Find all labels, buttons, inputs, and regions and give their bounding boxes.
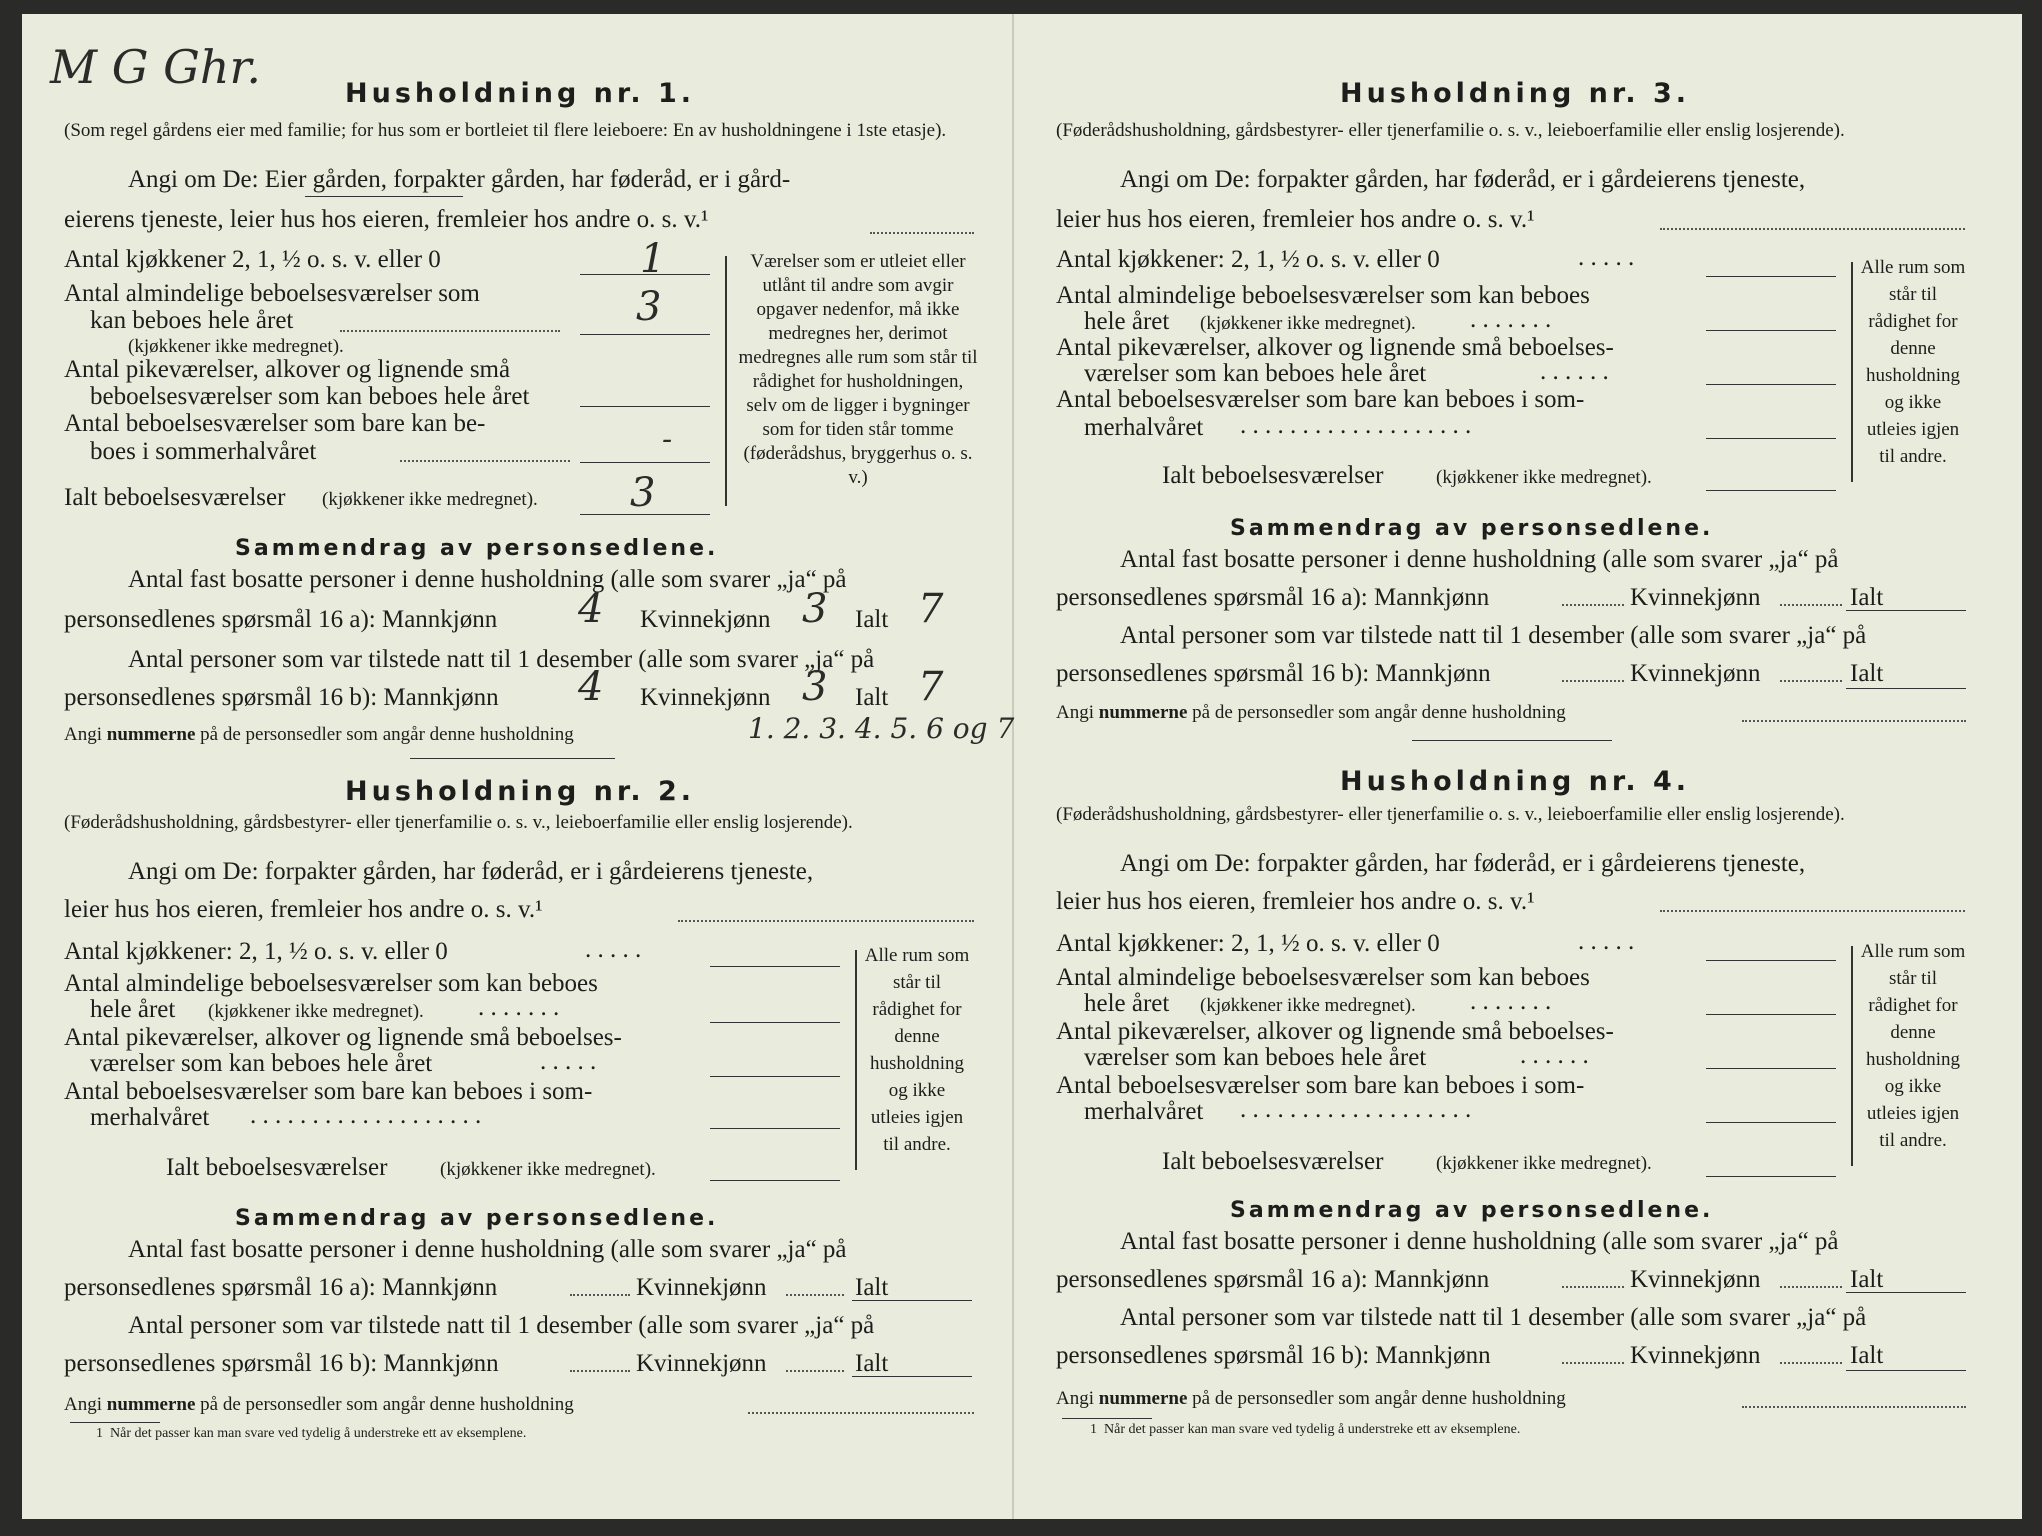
household-2-present-total-label: Ialt <box>855 1350 889 1377</box>
household-3-title: Husholdning nr. 3. <box>1340 78 1691 109</box>
household-3-present-total-label: Ialt <box>1850 660 1884 687</box>
household-1-resident-male: 4 <box>578 586 604 632</box>
household-2-present-line1: Antal personer som var tilstede natt til 1 desember (alle som svarer „ja“ på <box>128 1312 875 1339</box>
household-2-angi-line1: Angi om De: forpakter gården, har føderåd, er i gårdeierens tjeneste, <box>128 858 814 885</box>
household-1-present-male: 4 <box>578 664 604 710</box>
household-4-summer-label1: Antal beboelsesværelser som bare kan beboes i som- <box>1056 1072 1585 1099</box>
household-3-rooms-note: (kjøkkener ikke medregnet). <box>1200 313 1416 334</box>
household-4-angi-line1: Angi om De: forpakter gården, har føderåd, er i gårdeierens tjeneste, <box>1120 850 1806 877</box>
household-2-resident-total-label: Ialt <box>855 1274 889 1301</box>
household-1-kitchens-label: Antal kjøkkener 2, 1, ½ o. s. v. eller 0 <box>64 246 441 273</box>
household-2-summer-label1: Antal beboelsesværelser som bare kan beboes i som- <box>64 1078 593 1105</box>
household-4-title: Husholdning nr. 4. <box>1340 766 1691 797</box>
household-4-resident-line1: Antal fast bosatte personer i denne husholdning (alle som svarer „ja“ på <box>1120 1228 1839 1255</box>
household-2-rooms-label1: Antal almindelige beboelsesværelser som kan beboes <box>64 970 598 997</box>
household-1-summer-label1: Antal beboelsesværelser som bare kan be- <box>64 410 486 437</box>
household-1-angi-line1: Angi om De: Eier gården, forpakter gården, har føderåd, er i gård- <box>128 166 791 193</box>
household-1-kitchens-value: 1 <box>640 236 666 282</box>
household-4-numbers-label: Angi nummerne på de personsedler som angår denne husholdning <box>1056 1388 1566 1409</box>
household-3-present-female-label: Kvinnekjønn <box>1630 660 1761 687</box>
household-2-present-female-label: Kvinnekjønn <box>636 1350 767 1377</box>
household-1-present-female-label: Kvinnekjønn <box>640 684 771 711</box>
household-4-total-rooms-note: (kjøkkener ikke medregnet). <box>1436 1153 1652 1174</box>
household-3-resident-line2: personsedlenes spørsmål 16 a): Mannkjønn <box>1056 584 1490 611</box>
household-3-resident-line1: Antal fast bosatte personer i denne husholdning (alle som svarer „ja“ på <box>1120 546 1839 573</box>
household-1-small-rooms-label1: Antal pikeværelser, alkover og lignende små <box>64 356 511 383</box>
household-2-summary-title: Sammendrag av personsedlene. <box>235 1206 719 1231</box>
household-2-small-rooms-label2: værelser som kan beboes hele året <box>90 1050 433 1077</box>
household-1-resident-female: 3 <box>802 586 828 632</box>
household-4-small-rooms-label1: Antal pikeværelser, alkover og lignende små beboelses- <box>1056 1018 1614 1045</box>
household-1-rooms-label1: Antal almindelige beboelsesværelser som <box>64 280 480 307</box>
household-4-side-note: Alle rum som står til rådighet for denne husholdning og ikke utleies igjen til andre. <box>1860 941 1966 1151</box>
household-3-rooms-label2: hele året <box>1084 308 1170 335</box>
household-2-resident-female-label: Kvinnekjønn <box>636 1274 767 1301</box>
household-4-present-total-label: Ialt <box>1850 1342 1884 1369</box>
household-1-resident-line2: personsedlenes spørsmål 16 a): Mannkjønn <box>64 606 498 633</box>
household-4-summer-label2: merhalvåret <box>1084 1098 1204 1125</box>
household-1-total-rooms-value: 3 <box>630 470 656 516</box>
footnote-left: 1 Når det passer kan man svare ved tydelig å understreke ett av eksemplene. <box>96 1426 527 1441</box>
archive-stamp: M G Ghr. <box>50 40 262 94</box>
household-4-resident-line2: personsedlenes spørsmål 16 a): Mannkjønn <box>1056 1266 1490 1293</box>
household-4-resident-female-label: Kvinnekjønn <box>1630 1266 1761 1293</box>
household-3-kitchens-label: Antal kjøkkener: 2, 1, ½ o. s. v. eller 0 <box>1056 246 1440 273</box>
household-2-numbers-label: Angi nummerne på de personsedler som angår denne husholdning <box>64 1394 574 1415</box>
household-3-present-line2: personsedlenes spørsmål 16 b): Mannkjønn <box>1056 660 1491 687</box>
household-3-present-line1: Antal personer som var tilstede natt til 1 desember (alle som svarer „ja“ på <box>1120 622 1867 649</box>
household-1-rooms-value: 3 <box>636 284 662 330</box>
household-2-rooms-note: (kjøkkener ikke medregnet). <box>208 1001 424 1022</box>
household-3-total-rooms-label: Ialt beboelsesværelser <box>1162 462 1384 489</box>
household-4-present-line1: Antal personer som var tilstede natt til 1 desember (alle som svarer „ja“ på <box>1120 1304 1867 1331</box>
household-2-note: (Føderådshusholdning, gårdsbestyrer- eller tjenerfamilie o. s. v., leieboerfamilie eller enslig losjerende). <box>64 812 853 833</box>
household-1-summer-value: - <box>662 422 673 457</box>
household-1-numbers-value: 1. 2. 3. 4. 5. 6 og 7 <box>748 712 1015 745</box>
household-1-total-rooms-note: (kjøkkener ikke medregnet). <box>322 489 538 510</box>
household-4-kitchens-label: Antal kjøkkener: 2, 1, ½ o. s. v. eller 0 <box>1056 930 1440 957</box>
household-3-small-rooms-label2: værelser som kan beboes hele året <box>1084 360 1427 387</box>
household-1-summary-title: Sammendrag av personsedlene. <box>235 536 719 561</box>
household-1-resident-line1: Antal fast bosatte personer i denne husholdning (alle som svarer „ja“ på <box>128 566 847 593</box>
household-1-total-rooms-label: Ialt beboelsesværelser <box>64 484 286 511</box>
household-4-total-rooms-label: Ialt beboelsesværelser <box>1162 1148 1384 1175</box>
household-1-present-total-label: Ialt <box>855 684 889 711</box>
household-1-resident-total: 7 <box>918 586 944 632</box>
household-4-note: (Føderådshusholdning, gårdsbestyrer- eller tjenerfamilie o. s. v., leieboerfamilie eller enslig losjerende). <box>1056 804 1845 825</box>
household-1-note: (Som regel gårdens eier med familie; for hus som er bortleiet til flere leieboere: En av husholdningene i 1ste etasje). <box>64 120 947 141</box>
household-3-resident-female-label: Kvinnekjønn <box>1630 584 1761 611</box>
household-1-side-note: Værelser som er utleiet eller utlånt til andre som avgir opgaver nedenfor, må ikke medregnes her, derimot medregnes alle rum som står til rådighet for husholdningen, selv om de ligger i bygninger som for tiden står tomme (føderådshus, bryggerhus o. s. v.) <box>738 251 978 488</box>
page-fold <box>1012 14 1014 1519</box>
household-2-small-rooms-label1: Antal pikeværelser, alkover og lignende små beboelses- <box>64 1024 622 1051</box>
household-3-rooms-label1: Antal almindelige beboelsesværelser som kan beboes <box>1056 282 1590 309</box>
household-1-small-rooms-label2: beboelsesværelser som kan beboes hele året <box>90 383 530 410</box>
household-2-summer-label2: merhalvåret <box>90 1104 210 1131</box>
household-2-total-rooms-note: (kjøkkener ikke medregnet). <box>440 1159 656 1180</box>
household-3-resident-total-label: Ialt <box>1850 584 1884 611</box>
household-1-title: Husholdning nr. 1. <box>345 78 696 109</box>
household-2-resident-line2: personsedlenes spørsmål 16 a): Mannkjønn <box>64 1274 498 1301</box>
household-4-rooms-label2: hele året <box>1084 990 1170 1017</box>
household-2-resident-line1: Antal fast bosatte personer i denne husholdning (alle som svarer „ja“ på <box>128 1236 847 1263</box>
household-4-present-line2: personsedlenes spørsmål 16 b): Mannkjønn <box>1056 1342 1491 1369</box>
household-2-angi-line2: leier hus hos eieren, fremleier hos andre o. s. v.¹ <box>64 896 543 923</box>
household-2-rooms-label2: hele året <box>90 996 176 1023</box>
household-4-angi-line2: leier hus hos eieren, fremleier hos andre o. s. v.¹ <box>1056 888 1535 915</box>
household-3-summary-title: Sammendrag av personsedlene. <box>1230 516 1714 541</box>
household-1-resident-total-label: Ialt <box>855 606 889 633</box>
household-1-present-line2: personsedlenes spørsmål 16 b): Mannkjønn <box>64 684 499 711</box>
household-1-angi-line2: eierens tjeneste, leier hus hos eieren, fremleier hos andre o. s. v.¹ <box>64 206 709 233</box>
household-3-summer-label2: merhalvåret <box>1084 414 1204 441</box>
household-3-side-note: Alle rum som står til rådighet for denne husholdning og ikke utleies igjen til andre. <box>1860 257 1966 467</box>
household-4-rooms-note: (kjøkkener ikke medregnet). <box>1200 995 1416 1016</box>
household-4-rooms-label1: Antal almindelige beboelsesværelser som kan beboes <box>1056 964 1590 991</box>
household-3-total-rooms-note: (kjøkkener ikke medregnet). <box>1436 467 1652 488</box>
household-4-present-female-label: Kvinnekjønn <box>1630 1342 1761 1369</box>
household-1-present-female: 3 <box>802 664 828 710</box>
household-3-small-rooms-label1: Antal pikeværelser, alkover og lignende små beboelses- <box>1056 334 1614 361</box>
household-3-note: (Føderådshusholdning, gårdsbestyrer- eller tjenerfamilie o. s. v., leieboerfamilie eller enslig losjerende). <box>1056 120 1845 141</box>
household-1-resident-female-label: Kvinnekjønn <box>640 606 771 633</box>
household-3-summer-label1: Antal beboelsesværelser som bare kan beboes i som- <box>1056 386 1585 413</box>
household-2-kitchens-label: Antal kjøkkener: 2, 1, ½ o. s. v. eller 0 <box>64 938 448 965</box>
household-1-summer-label2: boes i sommerhalvåret <box>90 438 317 465</box>
household-3-numbers-label: Angi nummerne på de personsedler som angår denne husholdning <box>1056 702 1566 723</box>
household-2-title: Husholdning nr. 2. <box>345 776 696 807</box>
household-2-side-note: Alle rum som står til rådighet for denne husholdning og ikke utleies igjen til andre. <box>864 945 970 1155</box>
household-4-resident-total-label: Ialt <box>1850 1266 1884 1293</box>
footnote-right: 1 Når det passer kan man svare ved tydelig å understreke ett av eksemplene. <box>1090 1422 1521 1437</box>
household-1-rooms-label2: kan beboes hele året <box>90 307 294 334</box>
household-1-rooms-note: (kjøkkener ikke medregnet). <box>128 336 344 357</box>
household-1-numbers-label: Angi nummerne på de personsedler som angår denne husholdning <box>64 724 574 745</box>
household-4-summary-title: Sammendrag av personsedlene. <box>1230 1198 1714 1223</box>
household-3-angi-line1: Angi om De: forpakter gården, har føderåd, er i gårdeierens tjeneste, <box>1120 166 1806 193</box>
household-4-small-rooms-label2: værelser som kan beboes hele året <box>1084 1044 1427 1071</box>
household-3-angi-line2: leier hus hos eieren, fremleier hos andre o. s. v.¹ <box>1056 206 1535 233</box>
household-2-present-line2: personsedlenes spørsmål 16 b): Mannkjønn <box>64 1350 499 1377</box>
household-1-present-total: 7 <box>918 664 944 710</box>
household-1-present-line1: Antal personer som var tilstede natt til 1 desember (alle som svarer „ja“ på <box>128 646 875 673</box>
household-2-total-rooms-label: Ialt beboelsesværelser <box>166 1154 388 1181</box>
